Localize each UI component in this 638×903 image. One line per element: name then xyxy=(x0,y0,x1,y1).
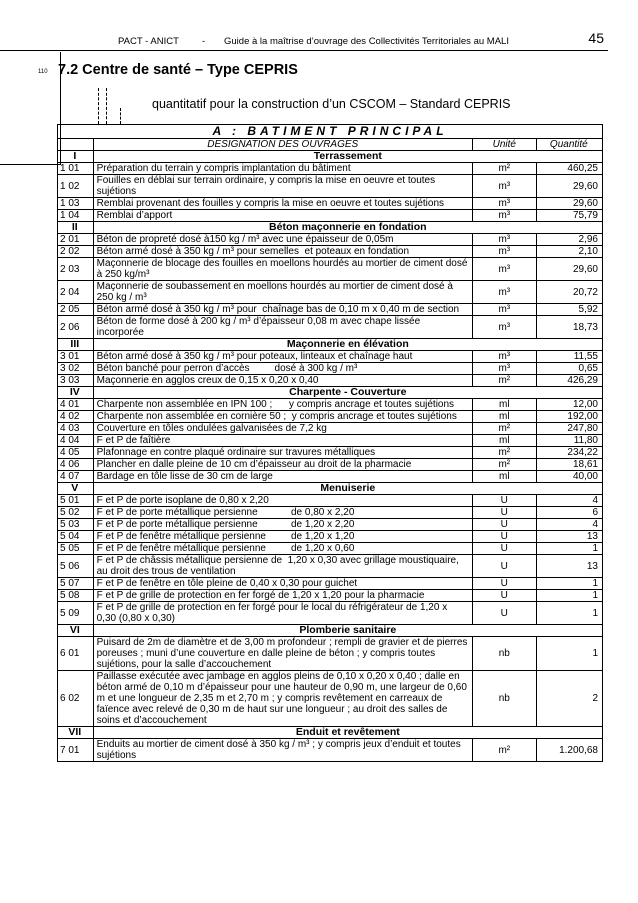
table-row xyxy=(58,163,603,175)
item-quantity: 6 xyxy=(536,507,602,519)
item-code: 1 03 xyxy=(58,198,94,210)
item-unit: nb xyxy=(472,637,536,671)
section-number: II xyxy=(58,222,94,234)
item-quantity: 1 xyxy=(536,590,602,602)
item-unit: m² xyxy=(472,163,536,175)
item-code: 4 03 xyxy=(58,423,94,435)
section-title: Menuiserie xyxy=(93,483,602,495)
section-number: III xyxy=(58,339,94,351)
item-quantity: 0,65 xyxy=(536,363,602,375)
item-description: Béton armé dosé à 350 kg / m³ pour chaînage bas de 0,10 m x 0,40 m de section xyxy=(93,304,472,316)
page-number: 45 xyxy=(588,30,604,46)
col-header-code xyxy=(58,139,94,151)
item-quantity: 13 xyxy=(536,555,602,578)
item-code: 4 06 xyxy=(58,459,94,471)
table-row xyxy=(58,375,603,387)
item-unit: ml xyxy=(472,399,536,411)
table-row xyxy=(58,363,603,375)
dash-mark xyxy=(120,108,121,124)
item-description: Maçonnerie de soubassement en moellons hourdés au mortier de ciment dosé à 250 kg / m³ xyxy=(93,281,472,304)
item-quantity: 1 xyxy=(536,602,602,625)
table-row xyxy=(58,531,603,543)
item-description: Maçonnerie en agglos creux de 0,15 x 0,20 x 0,40 xyxy=(93,375,472,387)
section-number: V xyxy=(58,483,94,495)
item-quantity: 4 xyxy=(536,519,602,531)
header-rule xyxy=(0,50,608,51)
col-header-unit: Unité xyxy=(472,139,536,151)
item-code: 5 04 xyxy=(58,531,94,543)
item-unit: U xyxy=(472,495,536,507)
item-code: 3 01 xyxy=(58,351,94,363)
item-description: F et P de grille de protection en fer forgé de 1,20 x 1,20 pour la pharmacie xyxy=(93,590,472,602)
header-guide-title: Guide à la maîtrise d’ouvrage des Collectivités Territoriales au MALI xyxy=(224,36,509,47)
item-unit: U xyxy=(472,590,536,602)
item-quantity: 29,60 xyxy=(536,198,602,210)
item-description: Couverture en tôles ondulées galvanisées de 7,2 kg xyxy=(93,423,472,435)
item-unit: m³ xyxy=(472,351,536,363)
table-row xyxy=(58,543,603,555)
item-quantity: 192,00 xyxy=(536,411,602,423)
item-unit: m² xyxy=(472,739,536,762)
dash-mark xyxy=(98,88,99,124)
item-description: F et P de châssis métallique persienne de 1,20 x 0,30 avec grillage moustiquaire, au droit des trous de ventilation xyxy=(93,555,472,578)
item-description: F et P de fenêtre en tôle pleine de 0,40 x 0,30 pour guichet xyxy=(93,578,472,590)
item-description: Bardage en tôle lisse de 30 cm de large xyxy=(93,471,472,483)
item-description: Paillasse exécutée avec jambage en agglos pleins de 0,10 x 0,20 x 0,40 ; dalle en béton armé de 0,10 m d’épaisseur pour une hauteur de 0,90 m, une largeur de 0,60 m et une longueur de 2,35 m et 2,70 m ; y compris revêtement en carreaux de faïence avec relevé de 0,30 m de haut sur une longueur ; au droit des salles de soins et d’accouchement xyxy=(93,671,472,727)
header-left: PACT - ANICT xyxy=(118,36,179,47)
item-code: 2 02 xyxy=(58,246,94,258)
item-unit: m³ xyxy=(472,246,536,258)
item-quantity: 2,10 xyxy=(536,246,602,258)
item-unit: m³ xyxy=(472,198,536,210)
item-unit: m³ xyxy=(472,258,536,281)
item-code: 1 01 xyxy=(58,163,94,175)
item-unit: U xyxy=(472,531,536,543)
item-code: 6 02 xyxy=(58,671,94,727)
item-description: Plancher en dalle pleine de 10 cm d’épaisseur au droit de la pharmacie xyxy=(93,459,472,471)
item-quantity: 1 xyxy=(536,637,602,671)
section-header-row xyxy=(58,483,603,495)
item-code: 5 02 xyxy=(58,507,94,519)
item-unit: ml xyxy=(472,471,536,483)
item-description: F et P de porte isoplane de 0,80 x 2,20 xyxy=(93,495,472,507)
table-row xyxy=(58,578,603,590)
item-code: 3 02 xyxy=(58,363,94,375)
table-row xyxy=(58,316,603,339)
item-code: 2 04 xyxy=(58,281,94,304)
margin-box xyxy=(0,52,61,165)
section-title: Enduit et revêtement xyxy=(93,727,602,739)
item-description: Remblai d’apport xyxy=(93,210,472,222)
table-body xyxy=(58,125,603,762)
item-code: 6 01 xyxy=(58,637,94,671)
dash-mark xyxy=(106,88,107,124)
item-code: 5 06 xyxy=(58,555,94,578)
table-row xyxy=(58,234,603,246)
item-description: Préparation du terrain y compris implantation du bâtiment xyxy=(93,163,472,175)
table-row xyxy=(58,519,603,531)
item-description: Béton de propreté dosé à150 kg / m³ avec une épaisseur de 0,05m xyxy=(93,234,472,246)
col-header-designation: DESIGNATION DES OUVRAGES xyxy=(93,139,472,151)
item-description: Puisard de 2m de diamètre et de 3,00 m profondeur ; rempli de gravier et de pierres poreuses ; muni d’une couverture en dalle pleine de béton ; y compris toutes sujétions, pour la salle d’accouchement xyxy=(93,637,472,671)
item-unit: nb xyxy=(472,671,536,727)
item-description: F et P de grille de protection en fer forgé pour le local du réfrigérateur de 1,20 x 0,30 (0,80 x 0,30) xyxy=(93,602,472,625)
column-header-row xyxy=(58,139,603,151)
item-unit: m² xyxy=(472,459,536,471)
item-code: 2 05 xyxy=(58,304,94,316)
item-code: 4 02 xyxy=(58,411,94,423)
section-subtitle: quantitatif pour la construction d’un CSCOM – Standard CEPRIS xyxy=(152,97,511,111)
item-unit: ml xyxy=(472,411,536,423)
item-unit: m² xyxy=(472,375,536,387)
item-code: 2 03 xyxy=(58,258,94,281)
table-row xyxy=(58,246,603,258)
quantities-table xyxy=(57,124,603,762)
item-description: F et P de faîtière xyxy=(93,435,472,447)
item-description: Béton armé dosé à 350 kg / m³ pour semelles et poteaux en fondation xyxy=(93,246,472,258)
table-row xyxy=(58,423,603,435)
item-description: Béton de forme dosé à 200 kg / m³ d’épaisseur 0,08 m avec chape lissée incorporée xyxy=(93,316,472,339)
table-row xyxy=(58,459,603,471)
item-code: 5 01 xyxy=(58,495,94,507)
item-quantity: 13 xyxy=(536,531,602,543)
item-quantity: 12,00 xyxy=(536,399,602,411)
item-quantity: 2,96 xyxy=(536,234,602,246)
item-unit: m³ xyxy=(472,210,536,222)
item-description: F et P de fenêtre métallique persienne de 1,20 x 1,20 xyxy=(93,531,472,543)
section-title: Béton maçonnerie en fondation xyxy=(93,222,602,234)
item-quantity: 460,25 xyxy=(536,163,602,175)
section-title: Terrassement xyxy=(93,151,602,163)
section-header-row xyxy=(58,151,603,163)
table-row xyxy=(58,555,603,578)
item-unit: m³ xyxy=(472,316,536,339)
item-code: 5 08 xyxy=(58,590,94,602)
item-unit: m² xyxy=(472,447,536,459)
item-quantity: 20,72 xyxy=(536,281,602,304)
table-row xyxy=(58,258,603,281)
item-unit: m³ xyxy=(472,234,536,246)
item-description: Béton armé dosé à 350 kg / m³ pour poteaux, linteaux et chaînage haut xyxy=(93,351,472,363)
section-number: I xyxy=(58,151,94,163)
section-header-row xyxy=(58,727,603,739)
table-row xyxy=(58,399,603,411)
item-code: 7 01 xyxy=(58,739,94,762)
table-row xyxy=(58,739,603,762)
col-header-quantity: Quantité xyxy=(536,139,602,151)
item-unit: U xyxy=(472,507,536,519)
section-header-row xyxy=(58,339,603,351)
item-quantity: 426,29 xyxy=(536,375,602,387)
table-row xyxy=(58,471,603,483)
section-title: Plomberie sanitaire xyxy=(93,625,602,637)
table-row xyxy=(58,637,603,671)
table-row xyxy=(58,671,603,727)
item-code: 4 01 xyxy=(58,399,94,411)
item-code: 4 07 xyxy=(58,471,94,483)
margin-tick-label: 110 xyxy=(38,69,48,75)
section-header-row xyxy=(58,387,603,399)
section-number: IV xyxy=(58,387,94,399)
item-quantity: 11,55 xyxy=(536,351,602,363)
item-code: 1 02 xyxy=(58,175,94,198)
table-main-title: A : BATIMENT PRINCIPAL xyxy=(58,125,603,139)
section-title: 7.2 Centre de santé – Type CEPRIS xyxy=(58,62,298,78)
table-row xyxy=(58,281,603,304)
item-quantity: 1 xyxy=(536,543,602,555)
item-unit: m³ xyxy=(472,304,536,316)
item-unit: m³ xyxy=(472,281,536,304)
item-description: Charpente non assemblée en IPN 100 ; y compris ancrage et toutes sujétions xyxy=(93,399,472,411)
table-row xyxy=(58,435,603,447)
item-quantity: 4 xyxy=(536,495,602,507)
item-code: 3 03 xyxy=(58,375,94,387)
item-quantity: 1 xyxy=(536,578,602,590)
section-header-row xyxy=(58,222,603,234)
item-code: 5 05 xyxy=(58,543,94,555)
item-unit: U xyxy=(472,543,536,555)
header-dash: - xyxy=(202,36,206,47)
item-unit: U xyxy=(472,555,536,578)
item-code: 5 03 xyxy=(58,519,94,531)
item-quantity: 247,80 xyxy=(536,423,602,435)
table-row xyxy=(58,602,603,625)
table-row xyxy=(58,507,603,519)
item-description: Plafonnage en contre plaqué ordinaire sur travures métalliques xyxy=(93,447,472,459)
item-unit: m³ xyxy=(472,175,536,198)
item-code: 4 05 xyxy=(58,447,94,459)
table-row xyxy=(58,304,603,316)
item-code: 5 07 xyxy=(58,578,94,590)
table-row xyxy=(58,175,603,198)
item-unit: U xyxy=(472,519,536,531)
item-quantity: 5,92 xyxy=(536,304,602,316)
item-code: 1 04 xyxy=(58,210,94,222)
item-quantity: 29,60 xyxy=(536,175,602,198)
item-quantity: 18,61 xyxy=(536,459,602,471)
section-header-row xyxy=(58,625,603,637)
item-description: Maçonnerie de blocage des fouilles en moellons hourdés au mortier de ciment dosé à 250 kg/m³ xyxy=(93,258,472,281)
item-description: Fouilles en déblai sur terrain ordinaire, y compris la mise en oeuvre et toutes sujétions xyxy=(93,175,472,198)
item-description: Charpente non assemblée en cornière 50 ; y compris ancrage et toutes sujétions xyxy=(93,411,472,423)
table-row xyxy=(58,351,603,363)
item-code: 2 01 xyxy=(58,234,94,246)
section-number: VII xyxy=(58,727,94,739)
section-title: Maçonnerie en élévation xyxy=(93,339,602,351)
item-description: F et P de porte métallique persienne de 0,80 x 2,20 xyxy=(93,507,472,519)
item-description: F et P de porte métallique persienne de 1,20 x 2,20 xyxy=(93,519,472,531)
table-row xyxy=(58,411,603,423)
table-row xyxy=(58,447,603,459)
item-unit: m³ xyxy=(472,363,536,375)
section-title: Charpente - Couverture xyxy=(93,387,602,399)
table-row xyxy=(58,198,603,210)
table-main-title-row xyxy=(58,125,603,139)
item-unit: m² xyxy=(472,423,536,435)
item-description: F et P de fenêtre métallique persienne de 1,20 x 0,60 xyxy=(93,543,472,555)
item-code: 2 06 xyxy=(58,316,94,339)
item-quantity: 75,79 xyxy=(536,210,602,222)
item-description: Enduits au mortier de ciment dosé à 350 kg / m³ ; y compris jeux d’enduit et toutes sujétions xyxy=(93,739,472,762)
item-unit: U xyxy=(472,602,536,625)
table-row xyxy=(58,210,603,222)
item-quantity: 18,73 xyxy=(536,316,602,339)
item-description: Remblai provenant des fouilles y compris la mise en oeuvre et toutes sujétions xyxy=(93,198,472,210)
section-number: VI xyxy=(58,625,94,637)
item-quantity: 11,80 xyxy=(536,435,602,447)
item-description: Béton banché pour perron d’accès dosé à 300 kg / m³ xyxy=(93,363,472,375)
item-code: 5 09 xyxy=(58,602,94,625)
item-quantity: 29,60 xyxy=(536,258,602,281)
table-row xyxy=(58,590,603,602)
item-quantity: 40,00 xyxy=(536,471,602,483)
item-unit: ml xyxy=(472,435,536,447)
item-unit: U xyxy=(472,578,536,590)
item-quantity: 234,22 xyxy=(536,447,602,459)
table-row xyxy=(58,495,603,507)
item-quantity: 1.200,68 xyxy=(536,739,602,762)
item-code: 4 04 xyxy=(58,435,94,447)
item-quantity: 2 xyxy=(536,671,602,727)
